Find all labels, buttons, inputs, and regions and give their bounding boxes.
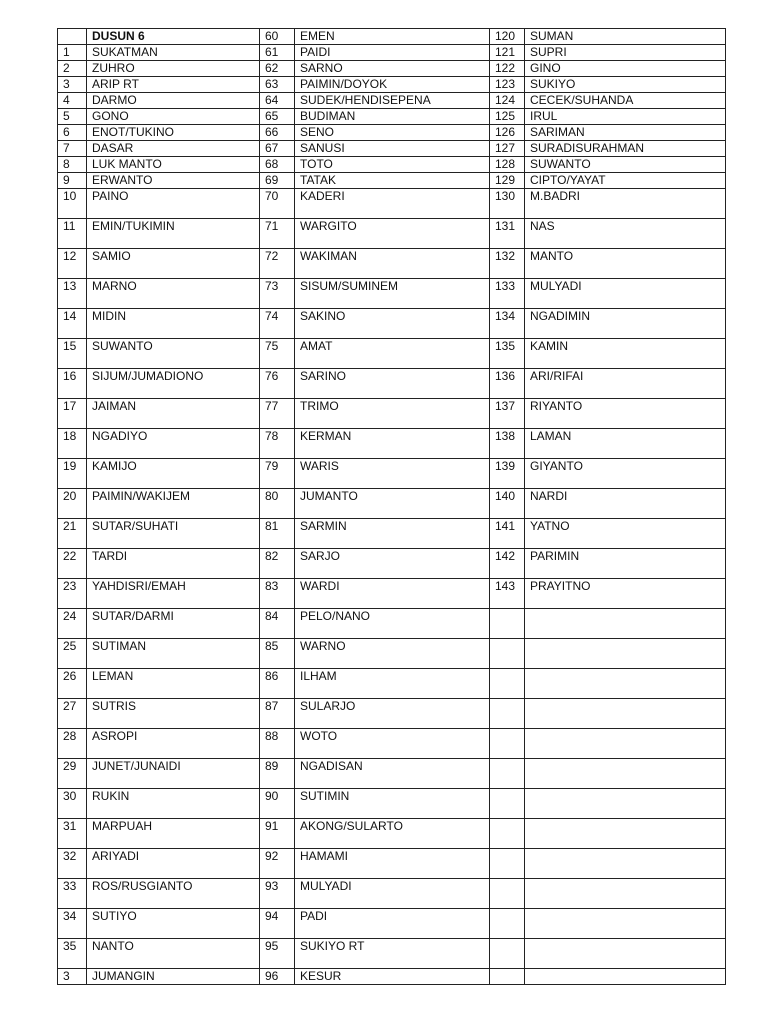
cell-name: JUNET/JUNAIDI	[87, 759, 260, 789]
cell-number: 68	[260, 157, 295, 173]
cell-name: SUDEK/HENDISEPENA	[295, 93, 490, 109]
cell-number: 74	[260, 309, 295, 339]
cell-name: WOTO	[295, 729, 490, 759]
cell-name: GINO	[525, 61, 726, 77]
cell-name: AKONG/SULARTO	[295, 819, 490, 849]
cell-name	[525, 729, 726, 759]
cell-name: EMIN/TUKIMIN	[87, 219, 260, 249]
cell-number: 91	[260, 819, 295, 849]
cell-number: 123	[490, 77, 525, 93]
cell-number: 67	[260, 141, 295, 157]
cell-number	[490, 639, 525, 669]
table-row	[58, 849, 726, 879]
cell-name: PAINO	[87, 189, 260, 219]
table-row	[58, 109, 726, 125]
table-row	[58, 909, 726, 939]
cell-name: WARIS	[295, 459, 490, 489]
cell-name: YAHDISRI/EMAH	[87, 579, 260, 609]
cell-number: 88	[260, 729, 295, 759]
table-row	[58, 369, 726, 399]
cell-number: 94	[260, 909, 295, 939]
cell-name: SAMIO	[87, 249, 260, 279]
cell-name: SUKATMAN	[87, 45, 260, 61]
cell-number: 132	[490, 249, 525, 279]
cell-number: 143	[490, 579, 525, 609]
table-row	[58, 309, 726, 339]
cell-number: 81	[260, 519, 295, 549]
cell-name: WARDI	[295, 579, 490, 609]
cell-number: 9	[58, 173, 87, 189]
cell-name: MIDIN	[87, 309, 260, 339]
cell-name: PAIMIN/DOYOK	[295, 77, 490, 93]
cell-name: SARJO	[295, 549, 490, 579]
cell-name: ZUHRO	[87, 61, 260, 77]
cell-number: 76	[260, 369, 295, 399]
table-row	[58, 249, 726, 279]
cell-number: 82	[260, 549, 295, 579]
table-row	[58, 61, 726, 77]
cell-name: SARINO	[295, 369, 490, 399]
table-header-row	[58, 29, 726, 45]
cell-name: SUTAR/DARMI	[87, 609, 260, 639]
table-body	[58, 29, 726, 985]
cell-number: 60	[260, 29, 295, 45]
table-row	[58, 819, 726, 849]
table-row	[58, 125, 726, 141]
cell-name: MANTO	[525, 249, 726, 279]
cell-name: RUKIN	[87, 789, 260, 819]
cell-name	[525, 759, 726, 789]
cell-number: 33	[58, 879, 87, 909]
cell-number: 139	[490, 459, 525, 489]
cell-name	[525, 609, 726, 639]
cell-name	[525, 789, 726, 819]
cell-number: 133	[490, 279, 525, 309]
cell-number	[490, 789, 525, 819]
cell-name: ARIP RT	[87, 77, 260, 93]
cell-name: SARNO	[295, 61, 490, 77]
cell-name: PAIDI	[295, 45, 490, 61]
cell-number: 26	[58, 669, 87, 699]
table-row	[58, 879, 726, 909]
table-row	[58, 219, 726, 249]
cell-name: SAKINO	[295, 309, 490, 339]
cell-name: PADI	[295, 909, 490, 939]
cell-name: WAKIMAN	[295, 249, 490, 279]
cell-name: BUDIMAN	[295, 109, 490, 125]
table-row	[58, 699, 726, 729]
table-row	[58, 729, 726, 759]
cell-number: 32	[58, 849, 87, 879]
cell-number: 135	[490, 339, 525, 369]
cell-number: 8	[58, 157, 87, 173]
resident-table	[57, 28, 726, 985]
cell-name: LAMAN	[525, 429, 726, 459]
cell-name: PELO/NANO	[295, 609, 490, 639]
cell-number	[490, 759, 525, 789]
table-row	[58, 77, 726, 93]
cell-number	[490, 669, 525, 699]
cell-number: 141	[490, 519, 525, 549]
table-row	[58, 489, 726, 519]
cell-number: 84	[260, 609, 295, 639]
cell-name: SARMIN	[295, 519, 490, 549]
cell-name: SULARJO	[295, 699, 490, 729]
cell-name: LUK MANTO	[87, 157, 260, 173]
cell-number: 15	[58, 339, 87, 369]
table-row	[58, 157, 726, 173]
table-row	[58, 279, 726, 309]
cell-number: 131	[490, 219, 525, 249]
cell-name: SURADISURAHMAN	[525, 141, 726, 157]
table-row	[58, 789, 726, 819]
cell-number: 85	[260, 639, 295, 669]
cell-number: 21	[58, 519, 87, 549]
cell-number: 35	[58, 939, 87, 969]
cell-name: YATNO	[525, 519, 726, 549]
cell-number: 22	[58, 549, 87, 579]
cell-number: 127	[490, 141, 525, 157]
cell-name: SARIMAN	[525, 125, 726, 141]
cell-name: SUTIMAN	[87, 639, 260, 669]
cell-name: DARMO	[87, 93, 260, 109]
cell-number: 124	[490, 93, 525, 109]
cell-number: 69	[260, 173, 295, 189]
cell-name: PAIMIN/WAKIJEM	[87, 489, 260, 519]
table-row	[58, 93, 726, 109]
cell-number: 23	[58, 579, 87, 609]
cell-name	[525, 639, 726, 669]
cell-number: 34	[58, 909, 87, 939]
cell-name: EMEN	[295, 29, 490, 45]
cell-number: 20	[58, 489, 87, 519]
cell-number: 12	[58, 249, 87, 279]
cell-number	[490, 849, 525, 879]
cell-name: ARIYADI	[87, 849, 260, 879]
table-row	[58, 189, 726, 219]
table-row	[58, 459, 726, 489]
cell-number: 7	[58, 141, 87, 157]
cell-number: 86	[260, 669, 295, 699]
cell-name	[525, 669, 726, 699]
dusun-title: DUSUN 6	[87, 29, 260, 45]
cell-number: 61	[260, 45, 295, 61]
cell-name: ROS/RUSGIANTO	[87, 879, 260, 909]
cell-name: SUWANTO	[87, 339, 260, 369]
cell-number: 136	[490, 369, 525, 399]
cell-name: SISUM/SUMINEM	[295, 279, 490, 309]
cell-number: 83	[260, 579, 295, 609]
cell-name: SUWANTO	[525, 157, 726, 173]
table-row	[58, 669, 726, 699]
table-row	[58, 939, 726, 969]
cell-number	[490, 969, 525, 985]
cell-name: PARIMIN	[525, 549, 726, 579]
resident-list-sheet	[57, 28, 725, 985]
cell-number: 72	[260, 249, 295, 279]
cell-name: JUMANGIN	[87, 969, 260, 985]
table-row	[58, 45, 726, 61]
cell-name: JUMANTO	[295, 489, 490, 519]
cell-name: KESUR	[295, 969, 490, 985]
cell-number: 90	[260, 789, 295, 819]
cell-number: 3	[58, 77, 87, 93]
cell-number: 14	[58, 309, 87, 339]
cell-name: HAMAMI	[295, 849, 490, 879]
cell-name	[525, 699, 726, 729]
cell-number: 75	[260, 339, 295, 369]
cell-name: KAMIN	[525, 339, 726, 369]
cell-name: TATAK	[295, 173, 490, 189]
cell-name: SUTIMIN	[295, 789, 490, 819]
cell-number: 140	[490, 489, 525, 519]
cell-number: 6	[58, 125, 87, 141]
cell-number: 121	[490, 45, 525, 61]
cell-number	[58, 29, 87, 45]
table-row	[58, 141, 726, 157]
cell-number: 92	[260, 849, 295, 879]
cell-number	[490, 939, 525, 969]
cell-name: NGADISAN	[295, 759, 490, 789]
cell-name: SENO	[295, 125, 490, 141]
cell-name: IRUL	[525, 109, 726, 125]
table-row	[58, 609, 726, 639]
cell-number: 28	[58, 729, 87, 759]
cell-number: 11	[58, 219, 87, 249]
cell-number: 29	[58, 759, 87, 789]
cell-number: 3	[58, 969, 87, 985]
cell-number: 66	[260, 125, 295, 141]
cell-name: NGADIMIN	[525, 309, 726, 339]
cell-name: KADERI	[295, 189, 490, 219]
cell-number: 70	[260, 189, 295, 219]
cell-name: SUKIYO	[525, 77, 726, 93]
cell-number: 64	[260, 93, 295, 109]
cell-name: SUTAR/SUHATI	[87, 519, 260, 549]
cell-name	[525, 939, 726, 969]
cell-number: 138	[490, 429, 525, 459]
cell-number: 10	[58, 189, 87, 219]
table-row	[58, 639, 726, 669]
cell-number: 79	[260, 459, 295, 489]
cell-name: WARNO	[295, 639, 490, 669]
cell-name: JAIMAN	[87, 399, 260, 429]
cell-name: ASROPI	[87, 729, 260, 759]
cell-name	[525, 819, 726, 849]
cell-number: 142	[490, 549, 525, 579]
cell-number: 120	[490, 29, 525, 45]
cell-number	[490, 609, 525, 639]
cell-name: MARNO	[87, 279, 260, 309]
cell-number: 19	[58, 459, 87, 489]
table-row	[58, 173, 726, 189]
table-row	[58, 549, 726, 579]
cell-name: TARDI	[87, 549, 260, 579]
cell-number: 77	[260, 399, 295, 429]
cell-number: 95	[260, 939, 295, 969]
cell-number: 27	[58, 699, 87, 729]
cell-name	[525, 849, 726, 879]
cell-name: M.BADRI	[525, 189, 726, 219]
cell-name: GIYANTO	[525, 459, 726, 489]
cell-name: KAMIJO	[87, 459, 260, 489]
cell-name: PRAYITNO	[525, 579, 726, 609]
cell-name: LEMAN	[87, 669, 260, 699]
cell-name: ERWANTO	[87, 173, 260, 189]
cell-name: NGADIYO	[87, 429, 260, 459]
cell-name: RIYANTO	[525, 399, 726, 429]
cell-number: 63	[260, 77, 295, 93]
table-row	[58, 429, 726, 459]
cell-name: WARGITO	[295, 219, 490, 249]
cell-name: ARI/RIFAI	[525, 369, 726, 399]
cell-name: MARPUAH	[87, 819, 260, 849]
cell-name: NANTO	[87, 939, 260, 969]
cell-number: 89	[260, 759, 295, 789]
cell-number: 1	[58, 45, 87, 61]
cell-number: 73	[260, 279, 295, 309]
cell-number: 137	[490, 399, 525, 429]
cell-number: 25	[58, 639, 87, 669]
table-row	[58, 519, 726, 549]
cell-number: 129	[490, 173, 525, 189]
cell-name: TRIMO	[295, 399, 490, 429]
cell-number	[490, 819, 525, 849]
cell-name: GONO	[87, 109, 260, 125]
cell-name: SUTRIS	[87, 699, 260, 729]
cell-number: 71	[260, 219, 295, 249]
cell-name: SUMAN	[525, 29, 726, 45]
cell-number: 62	[260, 61, 295, 77]
cell-number: 78	[260, 429, 295, 459]
cell-number: 96	[260, 969, 295, 985]
cell-name: NAS	[525, 219, 726, 249]
cell-name: MULYADI	[525, 279, 726, 309]
cell-name	[525, 879, 726, 909]
table-row	[58, 339, 726, 369]
cell-number: 4	[58, 93, 87, 109]
cell-name: KERMAN	[295, 429, 490, 459]
cell-number: 18	[58, 429, 87, 459]
cell-number: 87	[260, 699, 295, 729]
cell-number: 13	[58, 279, 87, 309]
cell-name: SUTIYO	[87, 909, 260, 939]
table-row	[58, 399, 726, 429]
cell-number: 134	[490, 309, 525, 339]
cell-name: AMAT	[295, 339, 490, 369]
cell-number: 31	[58, 819, 87, 849]
table-row	[58, 759, 726, 789]
cell-number: 30	[58, 789, 87, 819]
cell-number: 5	[58, 109, 87, 125]
cell-number: 128	[490, 157, 525, 173]
table-row	[58, 579, 726, 609]
cell-number	[490, 879, 525, 909]
cell-name: TOTO	[295, 157, 490, 173]
cell-number: 93	[260, 879, 295, 909]
cell-number: 122	[490, 61, 525, 77]
cell-number: 65	[260, 109, 295, 125]
cell-number: 80	[260, 489, 295, 519]
cell-name: ILHAM	[295, 669, 490, 699]
cell-number: 126	[490, 125, 525, 141]
cell-name: SUPRI	[525, 45, 726, 61]
cell-number: 130	[490, 189, 525, 219]
cell-number: 17	[58, 399, 87, 429]
cell-number: 125	[490, 109, 525, 125]
cell-name: SIJUM/JUMADIONO	[87, 369, 260, 399]
cell-name: MULYADI	[295, 879, 490, 909]
cell-name: NARDI	[525, 489, 726, 519]
table-row	[58, 969, 726, 985]
cell-name: DASAR	[87, 141, 260, 157]
cell-name	[525, 969, 726, 985]
cell-number: 2	[58, 61, 87, 77]
cell-name: SANUSI	[295, 141, 490, 157]
cell-name: ENOT/TUKINO	[87, 125, 260, 141]
cell-number	[490, 699, 525, 729]
cell-number	[490, 909, 525, 939]
cell-name: CECEK/SUHANDA	[525, 93, 726, 109]
cell-number: 16	[58, 369, 87, 399]
cell-number	[490, 729, 525, 759]
cell-name	[525, 909, 726, 939]
cell-name: SUKIYO RT	[295, 939, 490, 969]
cell-name: CIPTO/YAYAT	[525, 173, 726, 189]
cell-number: 24	[58, 609, 87, 639]
